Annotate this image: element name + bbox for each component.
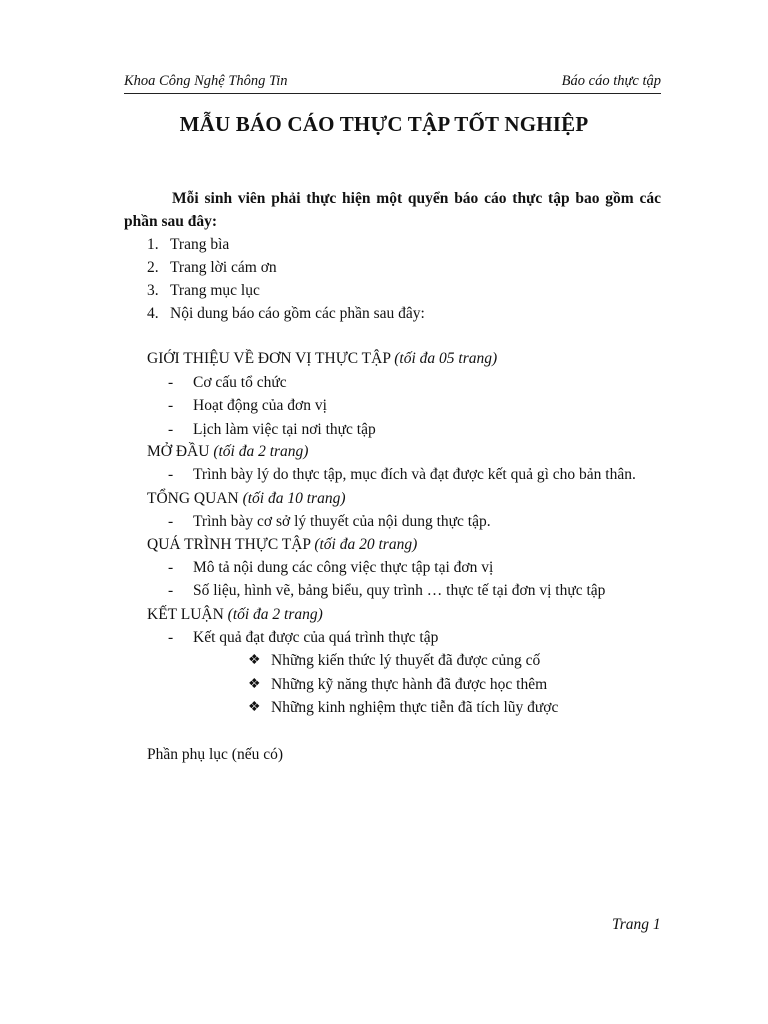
item-text: Trang lời cám ơn (170, 259, 277, 276)
heading-note: (tối đa 2 trang) (213, 443, 309, 460)
heading-note: (tối đa 05 trang) (394, 350, 498, 367)
page-header (124, 73, 661, 94)
dash-marker: - (168, 374, 174, 391)
heading-note: (tối đa 2 trang) (227, 606, 323, 623)
dash-marker: - (168, 466, 174, 483)
header-left: Khoa Công Nghệ Thông Tin (124, 73, 288, 89)
sub-bullet-text: Những kinh nghiệm thực tiễn đã tích lũy được (271, 699, 559, 716)
heading-text: QUÁ TRÌNH THỰC TẬP (147, 536, 311, 553)
heading-text: KẾT LUẬN (147, 606, 224, 623)
item-text: Nội dung báo cáo gồm các phần sau đây: (170, 305, 425, 322)
bullet-text: Số liệu, hình vẽ, bảng biểu, quy trình … thực tế tại đơn vị thực tập (193, 582, 606, 599)
item-text: Trang bìa (170, 236, 230, 253)
heading-note: (tối đa 20 trang) (314, 536, 418, 553)
bullet-text: Lịch làm việc tại nơi thực tập (193, 421, 376, 438)
dash-marker: - (168, 397, 174, 414)
item-number: 4. (147, 305, 159, 322)
appendix-line: Phần phụ lục (nếu có) (147, 746, 284, 763)
heading-text: MỞ ĐẦU (147, 443, 210, 460)
sub-bullet-text: Những kiến thức lý thuyết đã được củng cố (271, 652, 541, 669)
item-number: 3. (147, 282, 159, 299)
diamond-bullet-icon: ❖ (248, 677, 261, 692)
section-heading (147, 489, 345, 509)
dash-marker: - (168, 421, 174, 438)
dash-marker: - (168, 559, 174, 576)
bullet-text: Hoạt động của đơn vị (193, 397, 327, 414)
heading-text: TỔNG QUAN (147, 490, 239, 507)
bullet-text: Trình bày cơ sở lý thuyết của nội dung thực tập. (193, 513, 491, 530)
bullet-text: Kết quả đạt được của quá trình thực tập (193, 629, 439, 646)
document-title: MẪU BÁO CÁO THỰC TẬP TỐT NGHIỆP (179, 112, 589, 136)
page-number: Trang 1 (612, 916, 661, 933)
dash-marker: - (168, 582, 174, 599)
item-number: 1. (147, 236, 159, 253)
diamond-bullet-icon: ❖ (248, 700, 261, 715)
bullet-text: Mô tả nội dung các công việc thực tập tại đơn vị (193, 559, 494, 576)
header-right: Báo cáo thực tập (561, 73, 661, 89)
dash-marker: - (168, 629, 174, 646)
heading-text: GIỚI THIỆU VỀ ĐƠN VỊ THỰC TẬP (147, 350, 391, 367)
diamond-bullet-icon: ❖ (248, 653, 261, 668)
dash-marker: - (168, 513, 174, 530)
section-heading (147, 535, 417, 555)
bullet-text: Trình bày lý do thực tập, mục đích và đạt được kết quả gì cho bản thân. (193, 466, 636, 483)
section-heading (147, 442, 308, 462)
section-heading (147, 349, 497, 369)
sub-bullet-text: Những kỹ năng thực hành đã được học thêm (271, 676, 548, 693)
heading-note: (tối đa 10 trang) (242, 490, 346, 507)
intro-paragraph: Mỗi sinh viên phải thực hiện một quyển báo cáo thực tập bao gồm các phần sau đây: (124, 190, 661, 230)
bullet-text: Cơ cấu tổ chức (193, 374, 287, 391)
item-number: 2. (147, 259, 159, 276)
section-heading (147, 605, 323, 625)
item-text: Trang mục lục (170, 282, 260, 299)
